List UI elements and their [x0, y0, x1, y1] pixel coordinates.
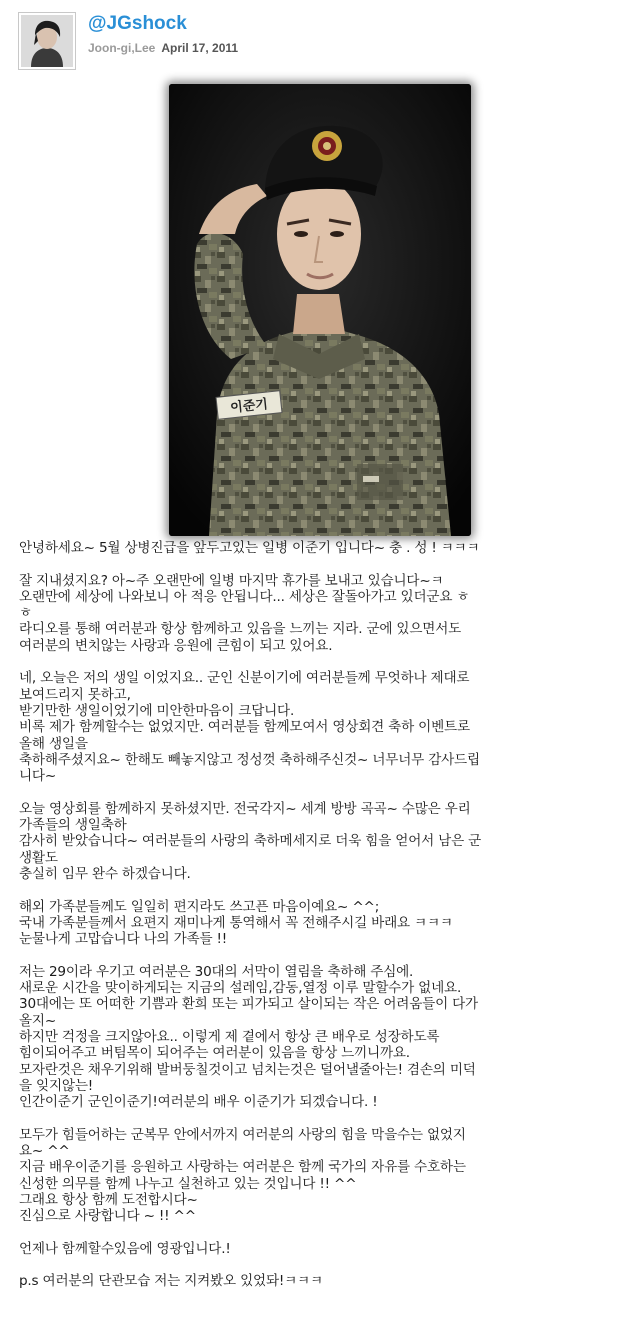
body-line: 새로운 시간을 맞이하게되는 지금의 설레임,감동,열정 이루 말할수가 없네요. [19, 980, 462, 997]
body-line: 오랜만에 세상에 나와보니 아 적응 안됩니다... 세상은 잘돌아가고 있더군요 ㅎ [19, 588, 470, 605]
body-line: 인간이준기 군인이준기!여러분의 배우 이준기가 되겠습니다. ! [19, 1094, 378, 1111]
body-line: 라디오를 통해 여러분과 항상 함께하고 있음을 느끼는 지라. 군에 있으면서도 [19, 621, 462, 638]
body-paragraph [19, 1241, 619, 1257]
body-line: 올지~ [19, 1012, 57, 1029]
body-line: 감사히 받았습니다~ 여러분들의 사랑의 축하메세지로 더욱 힘을 얻어서 남은 군 [19, 833, 482, 850]
body-line: 하지만 걱정을 크지않아요.. 이렇게 제 곁에서 항상 큰 배우로 성장하도록 [19, 1028, 440, 1045]
body-line: 지금 배우이준기를 응원하고 사랑하는 여러분은 함께 국가의 자유를 수호하는 [19, 1159, 466, 1176]
body-paragraph [19, 573, 619, 654]
body-line: ㅎ [19, 605, 32, 622]
body-line: p.s 여러분의 단관모습 저는 지켜봤오 있었돠!ㅋㅋㅋ [19, 1273, 323, 1290]
body-line: 저는 29이라 우기고 여러분은 30대의 서막이 열림을 축하해 주심에. [19, 963, 414, 980]
body-line: 진심으로 사랑합니다 ~ !! ^^ [19, 1208, 196, 1225]
body-paragraph [19, 670, 619, 784]
body-paragraph [19, 801, 619, 882]
attached-photo[interactable] [169, 84, 471, 536]
body-line: 언제나 함께할수있음에 영광입니다.! [19, 1240, 231, 1257]
user-photo-avatar-icon [21, 15, 73, 67]
photo-nametag: 이준기 [229, 397, 269, 416]
body-line: 눈물나게 고맙습니다 나의 가족들 !! [19, 931, 228, 948]
tweet-date[interactable]: April 17, 2011 [161, 41, 239, 55]
body-line: 네, 오늘은 저의 생일 이었지요.. 군인 신분이기에 여러분들께 무엇하나 제대로 [19, 670, 470, 687]
body-paragraph [19, 1273, 619, 1289]
body-line: 그래요 항상 함께 도전합시다~ [19, 1191, 198, 1208]
body-line: 힘이되어주고 버팀목이 되어주는 여러분이 있음을 항상 느끼니까요. [19, 1045, 410, 1062]
body-line: 여러분의 변치않는 사랑과 응원에 큰힘이 되고 있어요. [19, 637, 333, 654]
body-line: 요~ ^^ [19, 1142, 70, 1159]
body-line: 생활도 [19, 849, 58, 866]
body-paragraph [19, 899, 619, 948]
body-line: 올해 생일을 [19, 735, 88, 752]
soldier-salute-photo [169, 84, 471, 536]
body-line: 보여드리지 못하고, [19, 686, 131, 703]
body-line: 을 잊지않는! [19, 1077, 94, 1094]
body-line: 모두가 힘들어하는 군복무 안에서까지 여러분의 사랑의 힘을 막을수는 없었지 [19, 1126, 466, 1143]
body-line: 모자란것은 채우기위해 발버둥칠것이고 넘치는것은 덜어낼줄아는! 겸손의 미덕 [19, 1061, 476, 1078]
body-line: 잘 지내셨지요? 아~주 오랜만에 일병 마지막 휴가를 보내고 있습니다~ㅋ [19, 572, 444, 589]
body-line: 축하해주셨지요~ 한해도 빼놓지않고 정성껏 축하해주신것~ 너무너무 감사드립 [19, 751, 480, 768]
body-line: 30대에는 또 어떠한 기쁨과 환희 또는 피가되고 살이되는 작은 어려움들이 다가 [19, 996, 478, 1013]
body-line: 충실히 임무 완수 하겠습니다. [19, 865, 191, 882]
body-paragraph [19, 540, 619, 556]
body-paragraph [19, 1127, 619, 1225]
avatar[interactable] [18, 12, 76, 70]
body-line: 안녕하세요~ 5월 상병진급을 앞두고있는 일병 이준기 입니다~ 충 . 성 ! ㅋㅋㅋ [19, 540, 480, 556]
body-line: 신성한 의무를 함께 나누고 실천하고 있는 것입니다 !! ^^ [19, 1175, 357, 1192]
user-handle[interactable]: @JGshock [88, 13, 187, 34]
body-line: 국내 가족분들께서 요편지 재미나게 통역해서 꼭 전해주시길 바래요 ㅋㅋㅋ [19, 914, 453, 931]
body-line: 해외 가족분들께도 일일히 편지라도 쓰고픈 마음이예요~ ^^; [19, 898, 380, 915]
body-line: 받기만한 생일이었기에 미안한마음이 크답니다. [19, 702, 295, 719]
body-paragraph [19, 964, 619, 1111]
body-line: 가족들의 생일축하 [19, 817, 127, 834]
body-line: 니다~ [19, 768, 57, 785]
tweet-meta [88, 40, 238, 56]
body-line: 비록 제가 함께할수는 없었지만. 여러분들 함께모여서 영상회견 축하 이벤트로 [19, 719, 470, 736]
author-name[interactable]: Joon-gi,Lee [88, 41, 156, 55]
tweet-header [18, 12, 618, 74]
body-line: 오늘 영상회를 함께하지 못하셨지만. 전국각지~ 세계 방방 곡곡~ 수많은 우리 [19, 800, 471, 817]
tweet-body [19, 540, 619, 1306]
